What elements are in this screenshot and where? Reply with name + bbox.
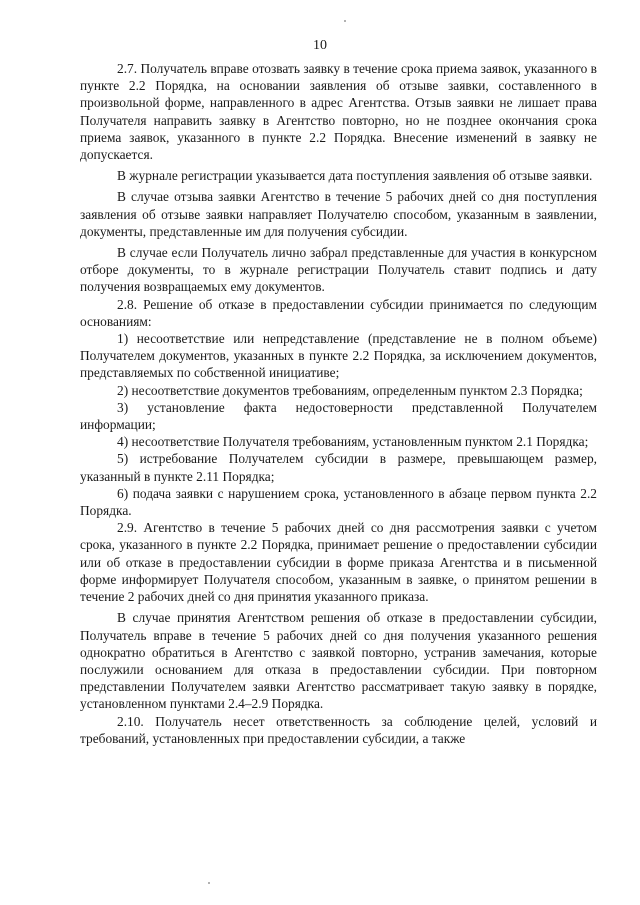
page-number: 10 — [313, 38, 327, 53]
list-item-4: 4) несоответствие Получателя требованиям, установленным пунктом 2.1 Порядка; — [117, 434, 589, 450]
scan-speck — [344, 20, 346, 22]
list-item-3: 3) установление факта недостоверности представленной Получателем информации; — [80, 399, 597, 433]
list-item-5: 5) истребование Получателем субсидии в размере, превышающем размер, указанный в пункте 2.11 Порядка; — [80, 451, 597, 484]
list-item-1: 1) несоответствие или непредставление (представление не в полном объеме) Получателем документов, указанных в пункте 2.2 Порядка, за исключением документов, представляемых по собственной инициативе; — [80, 331, 597, 381]
list-item-6: 6) подача заявки с нарушением срока, установленного в абзаце первом пункта 2.2 Порядка. — [80, 485, 597, 519]
paragraph-withdrawal-return: В случае отзыва заявки Агентство в течение 5 рабочих дней со дня поступления заявления об отзыве заявки направляет Получателю способом, указанным в заявлении, документы, представленные им для получения субсидии. — [80, 189, 597, 239]
paragraph-2-7: 2.7. Получатель вправе отозвать заявку в течение срока приема заявок, указанного в пункте 2.2 Порядка, на основании заявления об отзыве заявки, составленного в произвольной форме, направленного в адрес Агентства. Отзыв заявки не лишает права Получателя направить заявку в Агентство повторно, но не позднее окончания срока приема заявок, указанного в пункте 2.2 Порядка. Внесение изменений в заявку не допускается. — [80, 61, 597, 163]
paragraph-repeat-application: В случае принятия Агентством решения об отказе в предоставлении субсидии, Получатель вправе в течение 5 рабочих дней со дня получения указанного решения однократно обратиться в Агентство с заявкой повторно, устранив замечания, которые послужили основанием для отказа в предоставлении субсидии. При повторном представлении Получателем заявки Агентство рассматривает такую заявку в порядке, установленном пунктами 2.4–2.9 Порядка. — [80, 610, 597, 712]
scan-speck — [208, 882, 210, 884]
document-body — [80, 60, 597, 747]
paragraph-personal-pickup: В случае если Получатель лично забрал представленные для участия в конкурсном отборе документы, то в журнале регистрации Получатель ставит подпись и дату получения возвращаемых ему документов. — [80, 245, 597, 295]
paragraph-2-8: 2.8. Решение об отказе в предоставлении субсидии принимается по следующим основаниям: — [80, 296, 597, 329]
paragraph-2-10: 2.10. Получатель несет ответственность за соблюдение целей, условий и требований, установленных при предоставлении субсидии, а также — [80, 713, 597, 746]
paragraph-2-9: 2.9. Агентство в течение 5 рабочих дней со дня рассмотрения заявки с учетом срока, указанного в пункте 2.2 Порядка, принимает решение о предоставлении субсидии или об отказе в предоставлении субсидии в форме приказа Агентства и в письменной форме информирует Получателя способом, указанным в заявке, о принятом решении в течение 2 рабочих дней со дня принятия указанного приказа. — [80, 520, 597, 605]
paragraph-registration-log: В журнале регистрации указывается дата поступления заявления об отзыве заявки. — [117, 168, 593, 184]
list-item-2: 2) несоответствие документов требованиям, определенным пунктом 2.3 Порядка; — [117, 382, 583, 398]
